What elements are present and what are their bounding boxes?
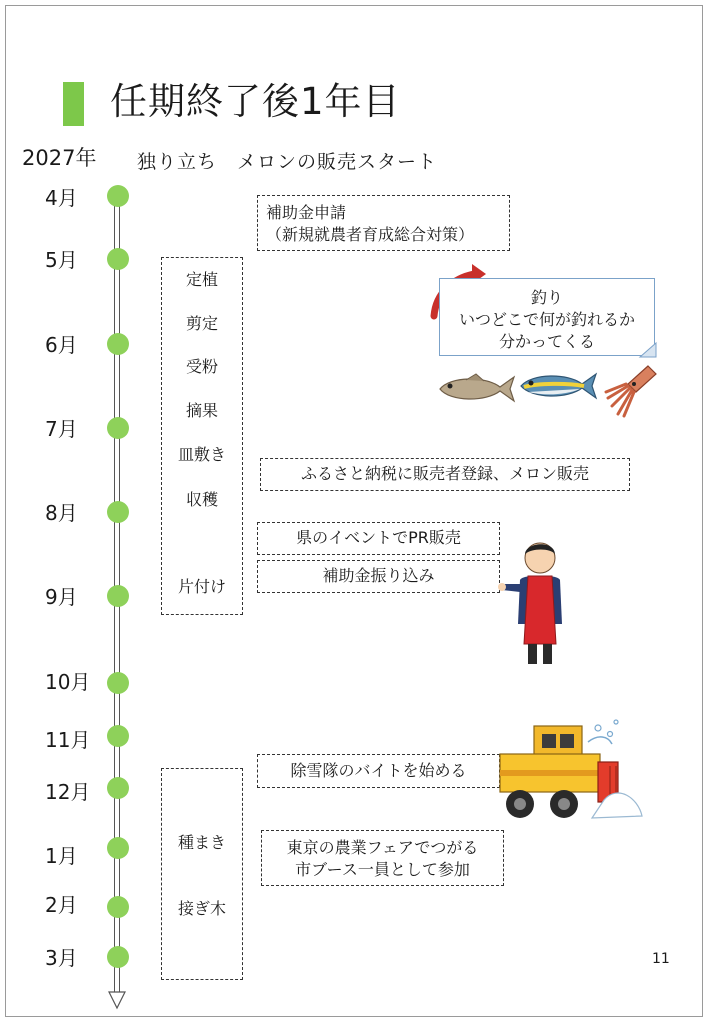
month-label: 4月 xyxy=(45,186,78,210)
timeline-arrow-head xyxy=(107,990,127,1010)
task-item: 受粉 xyxy=(185,357,218,376)
timeline-dot-feb xyxy=(107,896,129,918)
note-tokyo-fair xyxy=(261,830,504,886)
task-item: 定植 xyxy=(185,270,218,289)
timeline-dot-may xyxy=(107,248,129,270)
month-label: 5月 xyxy=(45,248,78,272)
note-text: 除雪隊のバイトを始める xyxy=(290,761,467,780)
month-label: 3月 xyxy=(45,946,78,970)
note-text: ふるさと納税に販売者登録、メロン販売 xyxy=(300,464,589,483)
month-label: 12月 xyxy=(45,780,91,804)
month-label: 1月 xyxy=(45,844,78,868)
note-line: 市ブース一員として参加 xyxy=(295,860,470,879)
task-item: 皿敷き xyxy=(177,445,226,464)
month-label: 11月 xyxy=(45,728,91,752)
timeline-dot-nov xyxy=(107,725,129,747)
note-line: （新規就農者育成総合対策） xyxy=(266,225,475,244)
timeline-dot-apr xyxy=(107,185,129,207)
winter-task-box xyxy=(161,768,243,980)
fish-icon xyxy=(436,372,516,406)
note-snow-job xyxy=(257,754,500,788)
page-title: 任期終了後1年目 xyxy=(110,80,401,123)
month-label: 2月 xyxy=(45,893,78,917)
timeline-dot-jul xyxy=(107,417,129,439)
note-furusato xyxy=(260,458,630,491)
summer-task-box xyxy=(161,257,243,615)
task-item: 種まき xyxy=(177,833,226,852)
timeline-dot-dec xyxy=(107,777,129,799)
note-text: 補助金振り込み xyxy=(322,566,435,585)
timeline-dot-aug xyxy=(107,501,129,523)
note-subsidy-apply xyxy=(257,195,510,251)
month-label: 9月 xyxy=(45,585,78,609)
farmer-person-icon xyxy=(498,540,570,670)
task-item: 接ぎ木 xyxy=(177,899,226,918)
squid-icon xyxy=(604,362,658,418)
note-text: 県のイベントでPR販売 xyxy=(296,528,461,547)
note-subsidy-paid xyxy=(257,560,500,593)
timeline-dot-jun xyxy=(107,333,129,355)
note-line: 補助金申請 xyxy=(266,203,347,222)
snowplow-truck-icon xyxy=(492,714,644,826)
task-item: 片付け xyxy=(177,577,226,596)
yellowtail-fish-icon xyxy=(518,370,598,402)
month-label: 6月 xyxy=(45,333,78,357)
page-curl-icon xyxy=(640,343,656,357)
year-label: 2027年 xyxy=(22,146,97,170)
task-item: 摘果 xyxy=(185,401,218,420)
page-number: 11 xyxy=(652,951,670,967)
callout-line: 分かってくる xyxy=(498,332,595,351)
task-item: 収穫 xyxy=(185,490,218,509)
subtitle: 独り立ち メロンの販売スタート xyxy=(137,151,438,173)
note-line: 東京の農業フェアでつがる xyxy=(286,838,479,857)
note-pr-sale xyxy=(257,522,500,555)
timeline-dot-mar xyxy=(107,946,129,968)
title-accent-bar xyxy=(63,82,84,126)
timeline-dot-oct xyxy=(107,672,129,694)
task-item: 剪定 xyxy=(185,314,218,333)
callout-line: いつどこで何が釣れるか xyxy=(458,310,635,329)
month-label: 10月 xyxy=(45,670,91,694)
callout-line: 釣り xyxy=(530,288,563,307)
timeline-dot-sep xyxy=(107,585,129,607)
timeline-dot-jan xyxy=(107,837,129,859)
month-label: 7月 xyxy=(45,417,78,441)
month-label: 8月 xyxy=(45,501,78,525)
fishing-callout xyxy=(439,278,655,356)
